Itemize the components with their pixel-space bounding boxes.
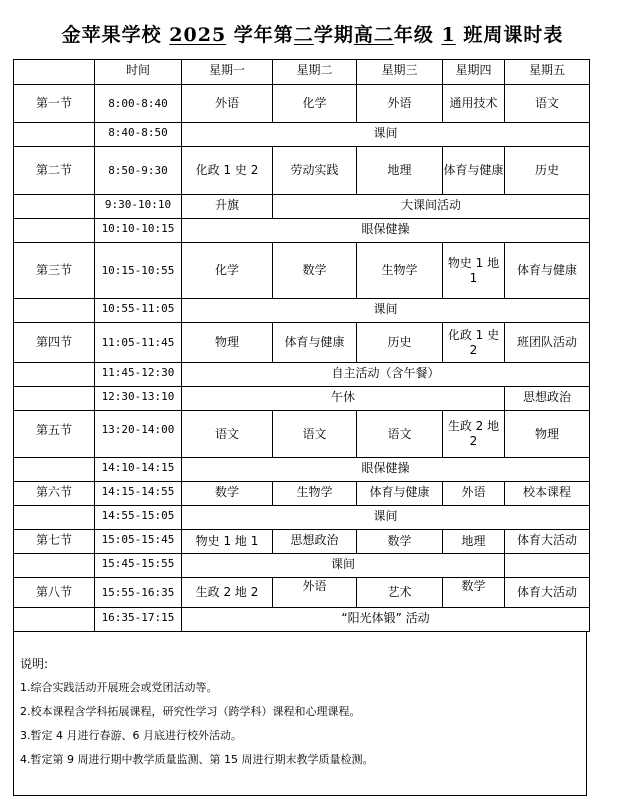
class-cell: 体育大活动 xyxy=(505,530,590,554)
time-cell: 15:05-15:45 xyxy=(95,530,182,554)
time-cell: 15:45-15:55 xyxy=(95,554,182,578)
class-cell: 物史 1 地 1 xyxy=(182,530,273,554)
class-cell: 体育与健康 xyxy=(443,147,505,195)
class-cell xyxy=(505,554,590,578)
class-cell: 思想政治 xyxy=(273,530,357,554)
title-year: 2025 xyxy=(169,24,227,46)
class-cell: 地理 xyxy=(443,530,505,554)
time-cell: 10:15-10:55 xyxy=(95,243,182,299)
period-label xyxy=(14,123,95,147)
class-cell: 体育大活动 xyxy=(505,578,590,608)
class-cell: 体育与健康 xyxy=(273,323,357,363)
header-cell xyxy=(14,60,95,85)
time-cell: 10:55-11:05 xyxy=(95,299,182,323)
class-cell: 化政 1 史 2 xyxy=(443,323,505,363)
period-row xyxy=(14,243,590,299)
class-cell: 生政 2 地 2 xyxy=(443,411,505,458)
header-cell-wed: 星期三 xyxy=(357,60,443,85)
break-cell: 课间 xyxy=(182,554,505,578)
class-cell: 思想政治 xyxy=(505,387,590,411)
time-cell: 15:55-16:35 xyxy=(95,578,182,608)
period-row xyxy=(14,482,590,506)
class-cell: 物史 1 地 1 xyxy=(443,243,505,299)
time-cell: 16:35-17:15 xyxy=(95,608,182,632)
time-cell: 14:10-14:15 xyxy=(95,458,182,482)
period-row xyxy=(14,147,590,195)
period-row xyxy=(14,323,590,363)
break-row xyxy=(14,123,590,147)
class-cell: 艺术 xyxy=(357,578,443,608)
break-row xyxy=(14,554,590,578)
header-cell-mon: 星期一 xyxy=(182,60,273,85)
period-label xyxy=(14,299,95,323)
period-label: 第五节 xyxy=(14,411,95,458)
period-label: 第八节 xyxy=(14,578,95,608)
class-cell: 历史 xyxy=(357,323,443,363)
break-cell: 课间 xyxy=(182,123,590,147)
period-label xyxy=(14,387,95,411)
class-cell: 班团队活动 xyxy=(505,323,590,363)
period-label xyxy=(14,363,95,387)
class-cell: 化学 xyxy=(182,243,273,299)
class-cell: 物理 xyxy=(182,323,273,363)
time-cell: 11:45-12:30 xyxy=(95,363,182,387)
class-cell: 数学 xyxy=(443,578,505,608)
schedule-table xyxy=(13,59,590,632)
period-label: 第七节 xyxy=(14,530,95,554)
period-label xyxy=(14,458,95,482)
period-label xyxy=(14,195,95,219)
class-cell: 生物学 xyxy=(273,482,357,506)
break-cell: 课间 xyxy=(182,506,590,530)
class-cell: 外语 xyxy=(182,85,273,123)
period-label: 第四节 xyxy=(14,323,95,363)
class-cell: 语文 xyxy=(505,85,590,123)
period-label: 第三节 xyxy=(14,243,95,299)
class-cell: 外语 xyxy=(273,578,357,608)
break-row xyxy=(14,387,590,411)
period-label: 第二节 xyxy=(14,147,95,195)
header-cell-fri: 星期五 xyxy=(505,60,590,85)
title-grade: 高二 xyxy=(353,24,394,46)
break-cell: 眼保健操 xyxy=(182,219,590,243)
header-cell-time: 时间 xyxy=(95,60,182,85)
period-row xyxy=(14,578,590,608)
class-cell: 外语 xyxy=(357,85,443,123)
time-cell: 12:30-13:10 xyxy=(95,387,182,411)
time-cell: 11:05-11:45 xyxy=(95,323,182,363)
period-label xyxy=(14,608,95,632)
break-cell: 自主活动（含午餐） xyxy=(182,363,590,387)
class-cell: 生物学 xyxy=(357,243,443,299)
title-text: 班周课时表 xyxy=(455,24,564,46)
class-cell: 数学 xyxy=(357,530,443,554)
time-cell: 8:40-8:50 xyxy=(95,123,182,147)
class-cell: 外语 xyxy=(443,482,505,506)
period-label xyxy=(14,554,95,578)
class-cell: 物理 xyxy=(505,411,590,458)
period-label xyxy=(14,219,95,243)
title-text: 学期 xyxy=(313,24,354,46)
period-label: 第六节 xyxy=(14,482,95,506)
break-row xyxy=(14,299,590,323)
class-cell: 化学 xyxy=(273,85,357,123)
title-class: 1 xyxy=(441,24,456,46)
class-cell: 语文 xyxy=(357,411,443,458)
break-row xyxy=(14,506,590,530)
title-school: 金苹果学校 xyxy=(61,24,170,46)
notes-box xyxy=(13,631,587,796)
break-row xyxy=(14,219,590,243)
class-cell: 体育与健康 xyxy=(357,482,443,506)
break-cell: 大课间活动 xyxy=(273,195,590,219)
time-cell: 8:00-8:40 xyxy=(95,85,182,123)
class-cell: 数学 xyxy=(182,482,273,506)
page-title xyxy=(0,20,625,47)
time-cell: 13:20-14:00 xyxy=(95,411,182,458)
break-cell: “阳光体锻” 活动 xyxy=(182,608,590,632)
break-cell: 午休 xyxy=(182,387,505,411)
class-cell: 语文 xyxy=(273,411,357,458)
notes-heading: 说明: xyxy=(20,657,49,671)
class-cell: 地理 xyxy=(357,147,443,195)
time-cell: 8:50-9:30 xyxy=(95,147,182,195)
title-term: 二 xyxy=(293,24,314,46)
header-cell-tue: 星期二 xyxy=(273,60,357,85)
period-row xyxy=(14,411,590,458)
class-cell: 校本课程 xyxy=(505,482,590,506)
class-cell: 生政 2 地 2 xyxy=(182,578,273,608)
period-label xyxy=(14,506,95,530)
break-row xyxy=(14,608,590,632)
time-cell: 9:30-10:10 xyxy=(95,195,182,219)
break-row xyxy=(14,458,590,482)
period-row xyxy=(14,530,590,554)
note-item: 4.暂定第 9 周进行期中教学质量监测、第 15 周进行期末教学质量检测。 xyxy=(20,753,374,766)
break-cell: 眼保健操 xyxy=(182,458,590,482)
note-item: 2.校本课程含学科拓展课程，研究性学习（跨学科）课程和心理课程。 xyxy=(20,705,361,718)
class-cell: 历史 xyxy=(505,147,590,195)
class-cell: 体育与健康 xyxy=(505,243,590,299)
class-cell: 升旗 xyxy=(182,195,273,219)
class-cell: 化政 1 史 2 xyxy=(182,147,273,195)
break-row xyxy=(14,195,590,219)
class-cell: 语文 xyxy=(182,411,273,458)
note-item: 1.综合实践活动开展班会或党团活动等。 xyxy=(20,681,218,694)
period-label: 第一节 xyxy=(14,85,95,123)
title-text: 年级 xyxy=(393,24,442,46)
time-cell: 10:10-10:15 xyxy=(95,219,182,243)
time-cell: 14:55-15:05 xyxy=(95,506,182,530)
period-row xyxy=(14,85,590,123)
note-item: 3.暂定 4 月进行春游、6 月底进行校外活动。 xyxy=(20,729,242,742)
header-row xyxy=(14,60,590,85)
break-cell: 课间 xyxy=(182,299,590,323)
time-cell: 14:15-14:55 xyxy=(95,482,182,506)
class-cell: 数学 xyxy=(273,243,357,299)
class-cell: 通用技术 xyxy=(443,85,505,123)
class-cell: 劳动实践 xyxy=(273,147,357,195)
title-text: 学年第 xyxy=(226,24,294,46)
break-row xyxy=(14,363,590,387)
header-cell-thu: 星期四 xyxy=(443,60,505,85)
